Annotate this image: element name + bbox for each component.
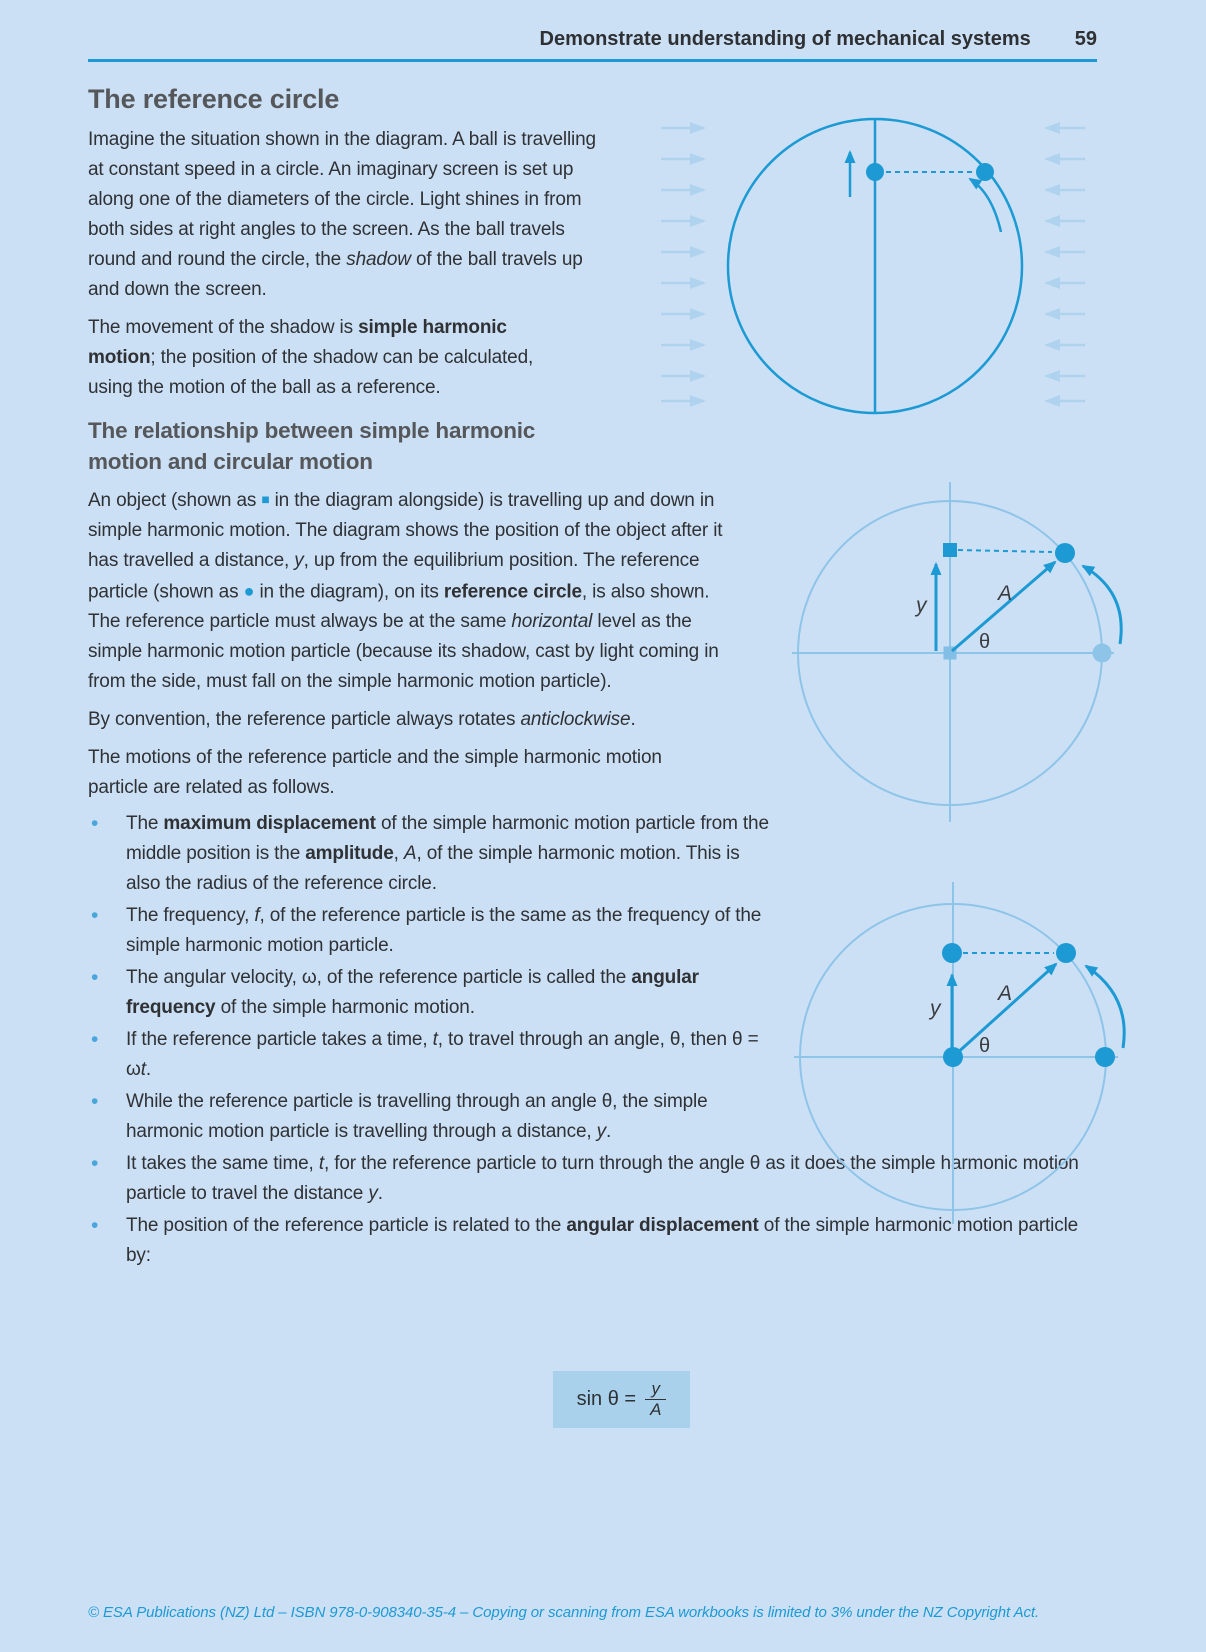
formula-numerator: y — [651, 1379, 660, 1399]
footer-copyright: © ESA Publications (NZ) Ltd – ISBN 978-0-908340-35-4 – Copying or scanning from ESA workbooks is limited to 3% under the NZ Copyright Act. — [88, 1604, 1040, 1621]
shm-particle-square — [943, 543, 957, 557]
page-header — [88, 28, 1097, 51]
reference-particle-dot — [1056, 943, 1076, 963]
label-y: y — [930, 997, 941, 1020]
formula-denominator: A — [645, 1399, 666, 1419]
diagram-ball-circle-light-rays — [620, 105, 1115, 420]
paragraph-imagine-situation: Imagine the situation shown in the diagram. A ball is travelling at constant speed in a circle. An imaginary screen is set up along one of the diameters of the circle. Light shines in from both sides at right angles to the screen. As the ball travels round and round the circle, the shadow of the ball travels up and down the screen. — [88, 129, 596, 300]
bullet-angular-velocity: • The angular velocity, ω, of the reference particle is called the angular frequency of the simple harmonic motion. — [88, 963, 770, 1023]
bullet-time-angle: • If the reference particle takes a time, t, to travel through an angle, θ, then θ = ωt. — [88, 1025, 770, 1085]
radius-arrow — [955, 964, 1056, 1055]
centre-dot — [943, 1047, 963, 1067]
formula-box — [553, 1371, 690, 1428]
paragraph-shadow-motion: The movement of the shadow is simple harmonic motion; the position of the shadow can be calculated, using the motion of the ball as a reference. — [88, 317, 534, 398]
label-y: y — [916, 594, 927, 617]
start-position-dot — [1093, 644, 1112, 663]
label-amplitude: A — [998, 982, 1013, 1005]
chapter-title: Demonstrate understanding of mechanical systems — [539, 28, 1031, 50]
page-title: The reference circle — [88, 84, 340, 114]
diagram-shm-square-reference — [780, 478, 1130, 826]
label-theta: θ — [979, 631, 991, 653]
light-rays-right — [1046, 128, 1085, 401]
bullet-same-time: • It takes the same time, t, for the reference particle to turn through the angle θ as it does the simple harmonic motion particle to travel the distance y. — [88, 1149, 1088, 1209]
paragraph-anticlockwise: By convention, the reference particle always rotates anticlockwise. — [88, 709, 636, 731]
formula-lhs: sin θ = — [576, 1388, 637, 1410]
light-rays-left — [661, 128, 704, 401]
ball-rotation-arrow — [970, 179, 1001, 232]
rotation-direction-arrow — [1083, 566, 1121, 644]
paragraph-object-diagram: An object (shown as ■ in the diagram alongside) is travelling up and down in simple harmonic motion. The diagram shows the position of the object after it has travelled a distance, y, up from the equilibrium position. The reference particle (shown as ● in the diagram), on its reference circle, is also shown. The reference particle must always be at the same horizontal level as the simple harmonic motion particle (because its shadow, cast by light coming in from the side, must fall on the simple harmonic motion particle). — [88, 489, 723, 693]
bullet-max-displacement: • The maximum displacement of the simple harmonic motion particle from the middle position is the amplitude, A, of the simple harmonic motion. This is also the radius of the reference circle. — [88, 809, 770, 899]
horizontal-connector-line — [958, 550, 1052, 552]
page-number: 59 — [1074, 28, 1097, 50]
formula-fraction — [645, 1380, 666, 1419]
shadow-dot — [866, 163, 884, 181]
label-amplitude: A — [998, 582, 1013, 605]
shm-particle-dot — [942, 943, 962, 963]
label-theta: θ — [979, 1035, 991, 1057]
paragraph-motions-related: The motions of the reference particle and the simple harmonic motion particle are related as follows. — [88, 747, 662, 799]
bullet-position-related: • The position of the reference particle is related to the angular displacement of the simple harmonic motion particle by: — [88, 1211, 1088, 1271]
section-title-relationship: The relationship between simple harmonic motion and circular motion — [88, 418, 536, 474]
diagram-shm-dot-reference — [780, 878, 1130, 1226]
bullet-angle-distance: • While the reference particle is travelling through an angle θ, the simple harmonic motion particle is travelling through a distance, y. — [88, 1087, 770, 1147]
start-position-dot — [1095, 1047, 1115, 1067]
radius-arrow — [952, 562, 1055, 651]
bullet-frequency: • The frequency, f, of the reference particle is the same as the frequency of the simple harmonic motion particle. — [88, 901, 770, 961]
ball-dot — [976, 163, 994, 181]
reference-particle-dot — [1055, 543, 1075, 563]
header-rule — [88, 59, 1097, 62]
